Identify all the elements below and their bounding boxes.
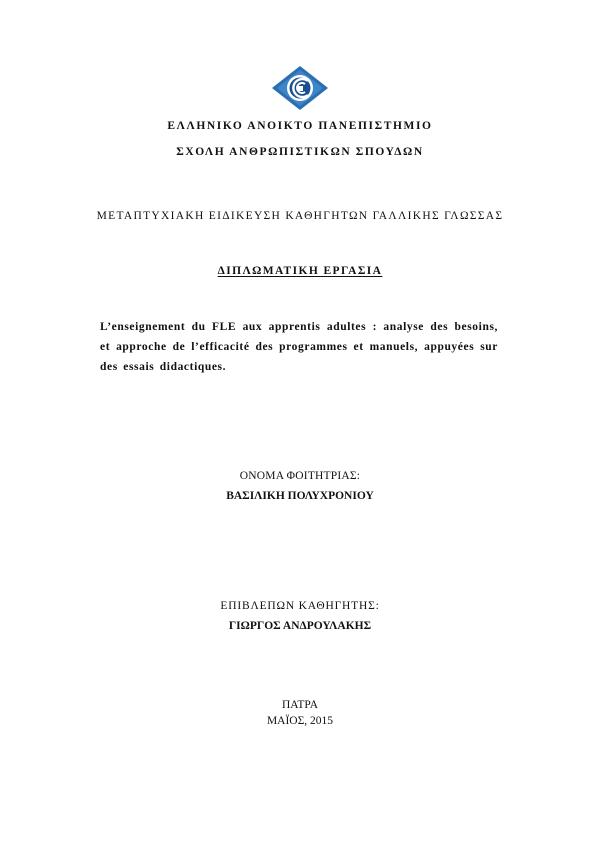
thesis-type-heading: ΔΙΠΛΩΜΑΤΙΚΗ ΕΡΓΑΣΙΑ	[217, 265, 383, 277]
student-label: ΟΝΟΜΑ ΦΟΙΤΗΤΡΙΑΣ:	[239, 470, 361, 482]
university-emblem-icon	[272, 66, 328, 110]
university-name: ΕΛΛΗΝΙΚΟ ΑΝΟΙΚΤΟ ΠΑΝΕΠΙΣΤΗΜΙΟ	[167, 120, 433, 132]
school-name: ΣΧΟΛΗ ΑΝΘΡΩΠΙΣΤΙΚΩΝ ΣΠΟΥΔΩΝ	[176, 146, 424, 158]
specialization-title: ΜΕΤΑΠΤΥΧΙΑΚΗ ΕΙΔΙΚΕΥΣΗ ΚΑΘΗΓΗΤΩΝ ΓΑΛΛΙΚΗΣ ΓΛΩΣΣΑΣ	[96, 210, 504, 222]
student-name: ΒΑΣΙΛΙΚΗ ΠΟΛΥΧΡΟΝΙΟΥ	[226, 490, 374, 502]
date: ΜΑΪΟΣ, 2015	[266, 715, 334, 727]
supervisor-label: ΕΠΙΒΛΕΠΩΝ ΚΑΘΗΓΗΤΗΣ:	[220, 600, 380, 612]
supervisor-name: ΓΙΩΡΓΟΣ ΑΝΔΡΟΥΛΑΚΗΣ	[228, 620, 372, 632]
thesis-title: L’enseignement du FLE aux apprentis adultes : analyse des besoins, et approche de l’efficacité des programmes et manuels, appuyées sur des essais didactiques.	[100, 321, 498, 373]
city: ΠΑΤΡΑ	[281, 699, 319, 711]
